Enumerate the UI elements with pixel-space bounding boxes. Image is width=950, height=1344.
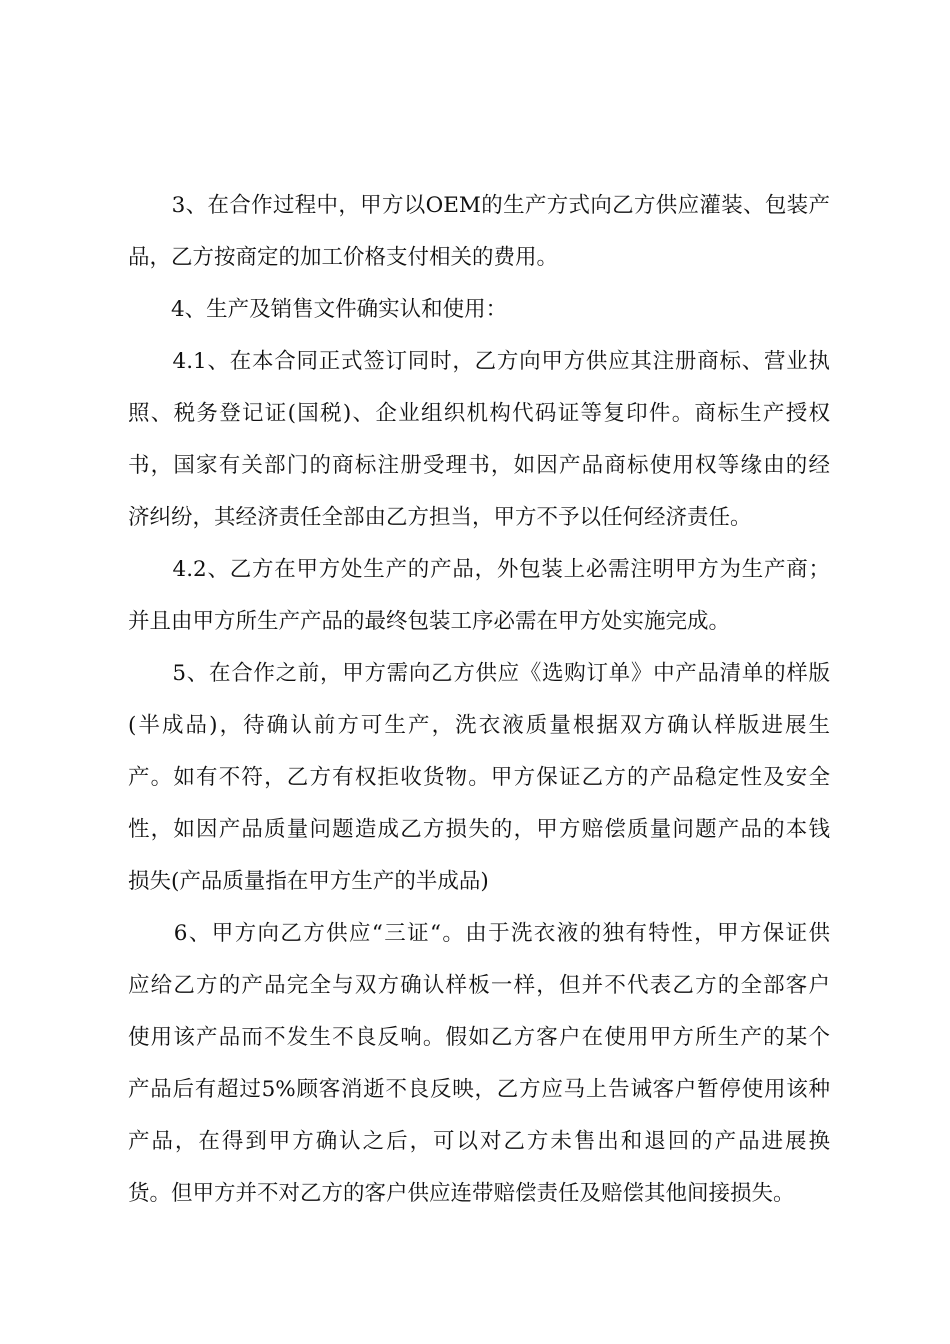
paragraph-5-line-2: (半成品)，待确认前方可生产，洗衣液质量根据双方确认样版进展生 (128, 713, 830, 738)
paragraph-5-line-5: 损失(产品质量指在甲方生产的半成品) (128, 869, 489, 894)
paragraph-6-line-2: 应给乙方的产品完全与双方确认样板一样，但并不代表乙方的全部客户 (128, 973, 830, 998)
paragraph-4-heading: 4、生产及销售文件确实认和使用： (128, 297, 508, 322)
paragraph-4-1-line-4: 济纠纷，其经济责任全部由乙方担当，甲方不予以任何经济责任。 (128, 505, 752, 530)
paragraph-4-2-line-1: 4.2、乙方在甲方处生产的产品，外包装上必需注明甲方为生产商； (128, 557, 830, 582)
paragraph-4-2-line-2: 并且由甲方所生产产品的最终包装工序必需在甲方处实施完成。 (128, 609, 731, 634)
paragraph-5-line-3: 产。如有不符，乙方有权拒收货物。甲方保证乙方的产品稳定性及安全 (128, 765, 830, 790)
paragraph-6-line-5: 产品，在得到甲方确认之后，可以对乙方未售出和退回的产品进展换 (128, 1129, 830, 1154)
paragraph-6-line-6: 货。但甲方并不对乙方的客户供应连带赔偿责任及赔偿其他间接损失。 (128, 1181, 795, 1206)
paragraph-4-1-line-1: 4.1、在本合同正式签订同时，乙方向甲方供应其注册商标、营业执 (128, 349, 830, 374)
paragraph-5-line-4: 性，如因产品质量问题造成乙方损失的，甲方赔偿质量问题产品的本钱 (128, 817, 830, 842)
paragraph-6-line-3: 使用该产品而不发生不良反响。假如乙方客户在使用甲方所生产的某个 (128, 1025, 830, 1050)
paragraph-3-line-2: 品，乙方按商定的加工价格支付相关的费用。 (128, 245, 559, 270)
paragraph-4-1-line-3: 书，国家有关部门的商标注册受理书，如因产品商标使用权等缘由的经 (128, 453, 830, 478)
paragraph-3-line-1: 3、在合作过程中，甲方以OEM的生产方式向乙方供应灌装、包装产 (128, 193, 830, 218)
paragraph-6-line-1: 6、甲方向乙方供应“三证“。由于洗衣液的独有特性，甲方保证供 (128, 921, 830, 946)
paragraph-6-line-4: 产品后有超过5%顾客消逝不良反映，乙方应马上告诫客户暂停使用该种 (128, 1077, 830, 1102)
paragraph-5-line-1: 5、在合作之前，甲方需向乙方供应《选购订单》中产品清单的样版 (128, 661, 830, 686)
paragraph-4-1-line-2: 照、税务登记证(国税)、企业组织机构代码证等复印件。商标生产授权 (128, 401, 830, 426)
